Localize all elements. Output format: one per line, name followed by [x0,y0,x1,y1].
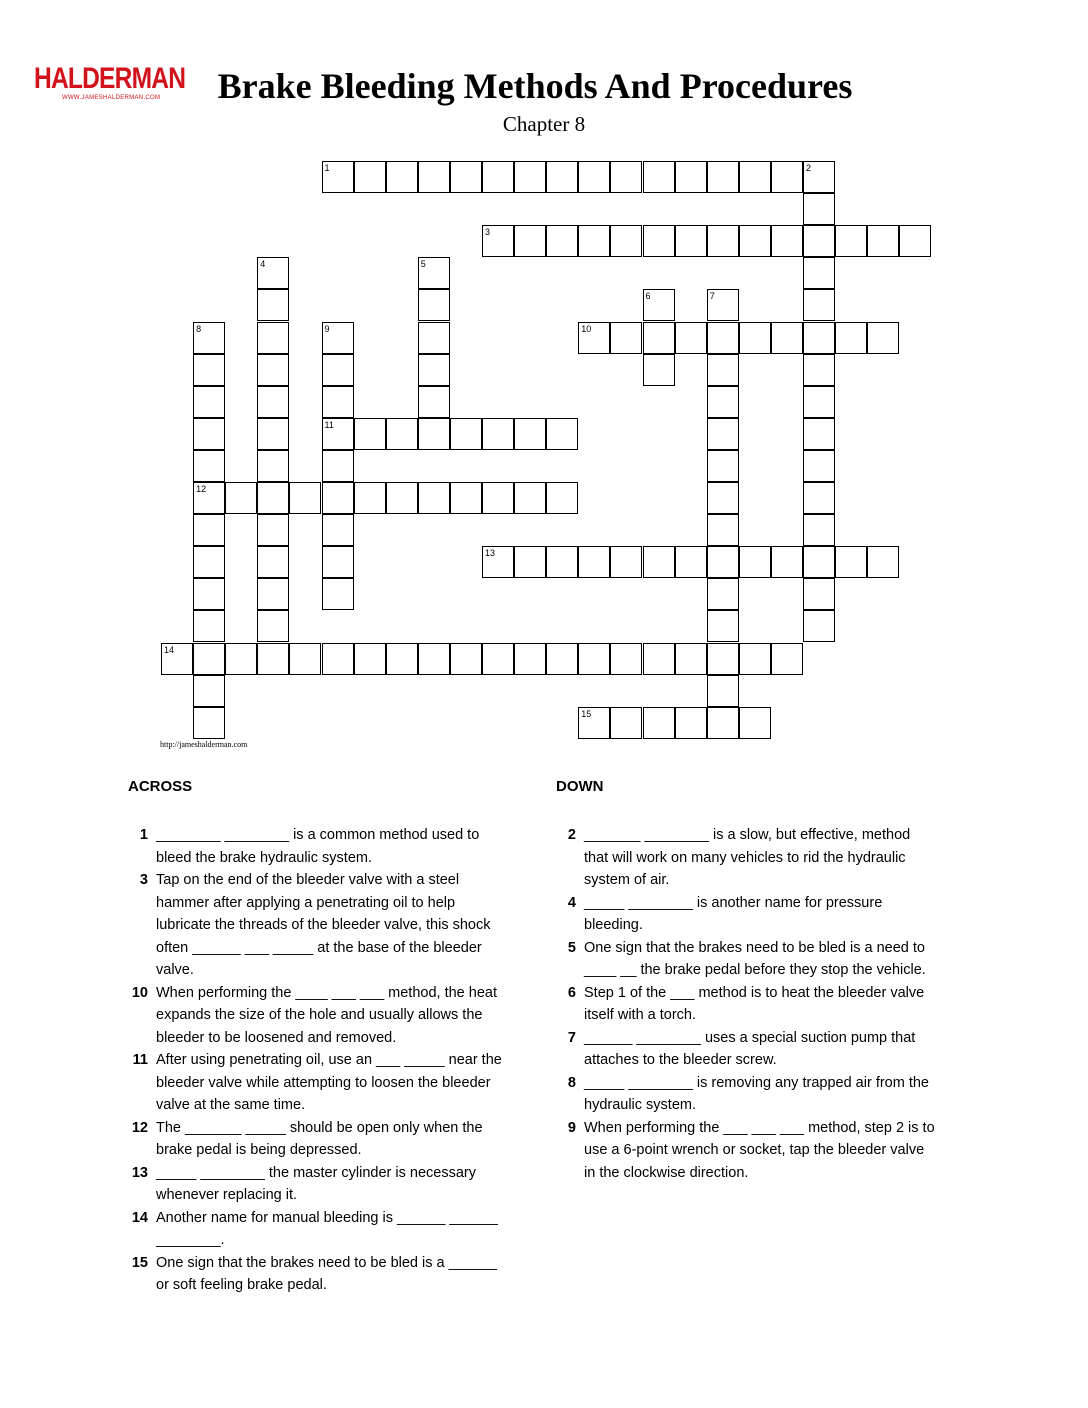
crossword-cell[interactable] [707,289,739,321]
crossword-cell[interactable] [771,161,803,193]
clue-text: _____ ________ is removing any trapped air from the hydraulic system. [584,1074,929,1113]
crossword-cell[interactable] [418,482,450,514]
clue-text: Another name for manual bleeding is ______ ______ ________. [156,1209,498,1248]
clue-number: 6 [567,984,576,1001]
clue-number: 15 [131,1254,148,1271]
crossword-cell[interactable] [418,161,450,193]
crossword-cell[interactable] [643,707,675,739]
crossword-cell[interactable] [193,578,225,610]
crossword-cell[interactable] [418,354,450,386]
clue-text: Tap on the end of the bleeder valve with a steel hammer after applying a penetrating oil to help lubricate the threads of the bleeder valve, this shock often ______ ___ _____ at the base of the bleeder valve. [156,872,491,978]
crossword-cell[interactable] [514,225,546,257]
crossword-cell[interactable] [257,322,289,354]
clue-text: _____ ________ is another name for pressure bleeding. [584,894,883,933]
crossword-cell[interactable] [835,546,867,578]
crossword-cell[interactable] [289,643,321,675]
crossword-cell[interactable] [193,482,225,514]
crossword-cell[interactable] [803,514,835,546]
crossword-cell[interactable] [546,161,578,193]
crossword-cell[interactable] [707,386,739,418]
crossword-cell[interactable] [867,546,899,578]
clue-number: 7 [567,1029,576,1046]
crossword-cell[interactable] [803,193,835,225]
crossword-cell[interactable] [193,450,225,482]
crossword-cell[interactable] [354,482,386,514]
crossword-cell[interactable] [257,578,289,610]
crossword-cell[interactable] [514,161,546,193]
crossword-cell[interactable] [803,257,835,289]
crossword-cell[interactable] [771,546,803,578]
crossword-cell[interactable] [610,225,642,257]
crossword-cell[interactable] [803,225,835,257]
crossword-cell[interactable] [675,322,707,354]
crossword-cell[interactable] [707,161,739,193]
crossword-cell[interactable] [322,578,354,610]
crossword-cell[interactable] [546,482,578,514]
crossword-cell[interactable] [418,386,450,418]
crossword-cell[interactable] [835,322,867,354]
down-clue [556,937,936,982]
chapter-subtitle: Chapter 8 [502,112,586,136]
crossword-cell[interactable] [707,643,739,675]
down-clue-list [556,824,936,1184]
crossword-cell[interactable] [739,225,771,257]
cell-number: 7 [709,291,715,302]
crossword-cell[interactable] [257,643,289,675]
crossword-cell[interactable] [386,482,418,514]
clue-number: 4 [567,894,576,911]
cell-number: 9 [324,323,330,334]
crossword-cell[interactable] [707,354,739,386]
crossword-cell[interactable] [546,225,578,257]
cell-number: 5 [420,259,426,270]
across-clue [128,1049,508,1117]
source-credit: http://jameshalderman.com [160,740,248,749]
crossword-cell[interactable] [803,386,835,418]
across-clue [128,1117,508,1162]
clue-text: One sign that the brakes need to be bled is a need to ____ __ the brake pedal before they stop the vehicle. [584,939,926,978]
cell-number: 4 [260,259,266,270]
clue-number: 5 [567,939,576,956]
crossword-cell[interactable] [482,546,514,578]
crossword-cell[interactable] [867,225,899,257]
crossword-cell[interactable] [257,546,289,578]
across-clues [128,778,508,1297]
crossword-cell[interactable] [643,354,675,386]
clue-text: ______ ________ uses a special suction pump that attaches to the bleeder screw. [584,1029,916,1068]
clue-number: 9 [567,1119,576,1136]
crossword-cell[interactable] [161,643,193,675]
clue-number: 8 [567,1074,576,1091]
cell-number: 14 [164,644,175,655]
crossword-cell[interactable] [322,482,354,514]
cell-number: 13 [485,548,496,559]
crossword-cell[interactable] [707,225,739,257]
crossword-cell[interactable] [386,643,418,675]
crossword-cell[interactable] [707,546,739,578]
crossword-cell[interactable] [418,322,450,354]
down-clue [556,1072,936,1117]
crossword-cell[interactable] [514,643,546,675]
crossword-cell[interactable] [193,354,225,386]
crossword-cell[interactable] [482,161,514,193]
crossword-cell[interactable] [578,546,610,578]
across-clue [128,982,508,1050]
crossword-cell[interactable] [514,546,546,578]
crossword-cell[interactable] [771,643,803,675]
crossword-cell[interactable] [578,161,610,193]
crossword-cell[interactable] [739,322,771,354]
crossword-cell[interactable] [257,386,289,418]
crossword-cell[interactable] [643,643,675,675]
crossword-cell[interactable] [322,546,354,578]
crossword-cell[interactable] [578,707,610,739]
crossword-cell[interactable] [193,546,225,578]
clue-number: 3 [139,872,148,888]
down-clues [556,778,936,1184]
crossword-cell[interactable] [546,643,578,675]
crossword-cell[interactable] [643,322,675,354]
crossword-cell[interactable] [257,257,289,289]
down-clue [556,892,936,937]
across-clue [128,824,508,869]
crossword-cell[interactable] [289,482,321,514]
crossword-cell[interactable] [835,225,867,257]
crossword-cell[interactable] [771,322,803,354]
cell-number: 2 [806,163,812,173]
crossword-cell[interactable] [739,643,771,675]
across-clue-list [128,824,508,1297]
crossword-cell[interactable] [803,322,835,354]
clue-text: Step 1 of the ___ method is to heat the bleeder valve itself with a torch. [584,984,925,1023]
crossword-cell[interactable] [578,225,610,257]
across-clue [128,1207,508,1252]
cell-number: 12 [196,484,207,494]
clue-text: After using penetrating oil, use an ___ _____ near the bleeder valve while attempting to loosen the bleeder valve at the same time. [156,1052,502,1113]
clue-text: _______ ________ is a slow, but effective, method that will work on many vehicles to rid the hydraulic system of air. [584,827,911,888]
crossword-cell[interactable] [482,643,514,675]
crossword-cell[interactable] [257,354,289,386]
crossword-cell[interactable] [514,482,546,514]
crossword-cell[interactable] [386,161,418,193]
down-clue [556,1027,936,1072]
clue-number: 12 [131,1119,148,1136]
logo-url: WWW.JAMESHALDERMAN.COM [62,95,161,101]
down-clue [556,982,936,1027]
crossword-cell[interactable] [322,418,354,450]
crossword-cell[interactable] [322,450,354,482]
crossword-cell[interactable] [675,225,707,257]
clue-number: 14 [131,1209,148,1226]
crossword-cell[interactable] [418,257,450,289]
crossword-cell[interactable] [803,354,835,386]
across-heading: ACROSS [128,778,193,795]
crossword-cell[interactable] [514,418,546,450]
crossword-cell[interactable] [193,610,225,642]
crossword-cell[interactable] [225,482,257,514]
crossword-cell[interactable] [450,482,482,514]
crossword-cell[interactable] [707,450,739,482]
crossword-cell[interactable] [610,643,642,675]
crossword-cell[interactable] [803,161,835,193]
crossword-cell[interactable] [675,707,707,739]
crossword-cell[interactable] [803,482,835,514]
across-clue [128,1162,508,1207]
crossword-cell[interactable] [193,643,225,675]
crossword-cell[interactable] [225,643,257,675]
crossword-cell[interactable] [257,610,289,642]
crossword-cell[interactable] [803,610,835,642]
clue-number: 1 [139,827,148,843]
clue-text: ________ ________ is a common method used to bleed the brake hydraulic system. [156,827,480,866]
cell-number: 11 [324,419,334,430]
crossword-cell[interactable] [643,289,675,321]
crossword-cell[interactable] [707,322,739,354]
crossword-cell[interactable] [899,225,931,257]
crossword-cell[interactable] [675,643,707,675]
crossword-cell[interactable] [675,161,707,193]
clue-text: When performing the ____ ___ ___ method, the heat expands the size of the hole and usually allows the bleeder to be loosened and removed. [156,984,497,1046]
crossword-cell[interactable] [707,675,739,707]
crossword-cell[interactable] [803,450,835,482]
crossword-cell[interactable] [771,225,803,257]
crossword-cell[interactable] [193,514,225,546]
crossword-cell[interactable] [322,643,354,675]
crossword-cell[interactable] [322,354,354,386]
crossword-cell[interactable] [482,482,514,514]
crossword-cell[interactable] [675,546,707,578]
clue-number: 13 [131,1164,148,1181]
crossword-cell[interactable] [354,643,386,675]
clue-text: _____ ________ the master cylinder is necessary whenever replacing it. [156,1164,476,1203]
clue-text: One sign that the brakes need to be bled is a ______ or soft feeling brake pedal. [156,1254,497,1293]
crossword-cell[interactable] [610,322,642,354]
crossword-cell[interactable] [354,418,386,450]
crossword-cell[interactable] [643,546,675,578]
crossword-cell[interactable] [707,707,739,739]
crossword-cell[interactable] [707,418,739,450]
clue-text: The _______ _____ should be open only when the brake pedal is being depressed. [156,1119,483,1158]
crossword-cell[interactable] [386,418,418,450]
crossword-cell[interactable] [450,161,482,193]
crossword-cell[interactable] [578,643,610,675]
crossword-cell[interactable] [610,161,642,193]
crossword-cell[interactable] [450,643,482,675]
clue-number: 10 [131,984,148,1001]
crossword-cell[interactable] [322,514,354,546]
crossword-cell[interactable] [193,675,225,707]
cell-number: 1 [324,163,330,173]
crossword-cell[interactable] [803,418,835,450]
crossword-cell[interactable] [610,546,642,578]
across-clue [128,869,508,982]
crossword-cell[interactable] [193,386,225,418]
crossword-cell[interactable] [450,418,482,450]
cell-number: 6 [645,291,651,302]
crossword-cell[interactable] [707,610,739,642]
crossword-cell[interactable] [322,386,354,418]
crossword-cell[interactable] [610,707,642,739]
crossword-cell[interactable] [578,322,610,354]
crossword-cell[interactable] [803,578,835,610]
crossword-cell[interactable] [193,707,225,739]
crossword-cell[interactable] [354,161,386,193]
crossword-cell[interactable] [193,322,225,354]
crossword-cell[interactable] [257,482,289,514]
crossword-cell[interactable] [257,418,289,450]
crossword-cell[interactable] [739,161,771,193]
crossword-cell[interactable] [322,161,354,193]
crossword-cell[interactable] [739,546,771,578]
crossword-cell[interactable] [739,707,771,739]
clue-number: 2 [567,827,576,843]
crossword-cell[interactable] [803,289,835,321]
logo-wordmark: HALDERMAN [34,62,186,95]
crossword-cell[interactable] [418,418,450,450]
crossword-cell[interactable] [482,418,514,450]
crossword-cell[interactable] [643,161,675,193]
crossword-cell[interactable] [257,450,289,482]
crossword-cell[interactable] [257,289,289,321]
crossword-cell[interactable] [707,578,739,610]
cell-number: 8 [196,323,202,334]
down-heading: DOWN [556,778,604,795]
cell-number: 3 [485,227,491,238]
crossword-cell[interactable] [707,514,739,546]
cell-number: 10 [581,323,592,334]
cell-number: 15 [581,708,592,719]
crossword-cell[interactable] [257,514,289,546]
clue-number: 11 [132,1052,148,1068]
across-clue [128,1252,508,1297]
crossword-cell[interactable] [546,418,578,450]
page-title: Brake Bleeding Methods And Procedures [217,66,853,106]
crossword-cell[interactable] [707,482,739,514]
crossword-cell[interactable] [418,289,450,321]
crossword-cell[interactable] [803,546,835,578]
crossword-cell[interactable] [867,322,899,354]
clue-text: When performing the ___ ___ ___ method, step 2 is to use a 6-point wrench or socket, tap the bleeder valve in the clockwise direction. [584,1119,935,1181]
crossword-cell[interactable] [643,225,675,257]
crossword-cell[interactable] [193,418,225,450]
down-clue [556,1117,936,1185]
crossword-cell[interactable] [322,322,354,354]
crossword-cell[interactable] [482,225,514,257]
crossword-cell[interactable] [418,643,450,675]
down-clue [556,824,936,892]
crossword-cell[interactable] [546,546,578,578]
